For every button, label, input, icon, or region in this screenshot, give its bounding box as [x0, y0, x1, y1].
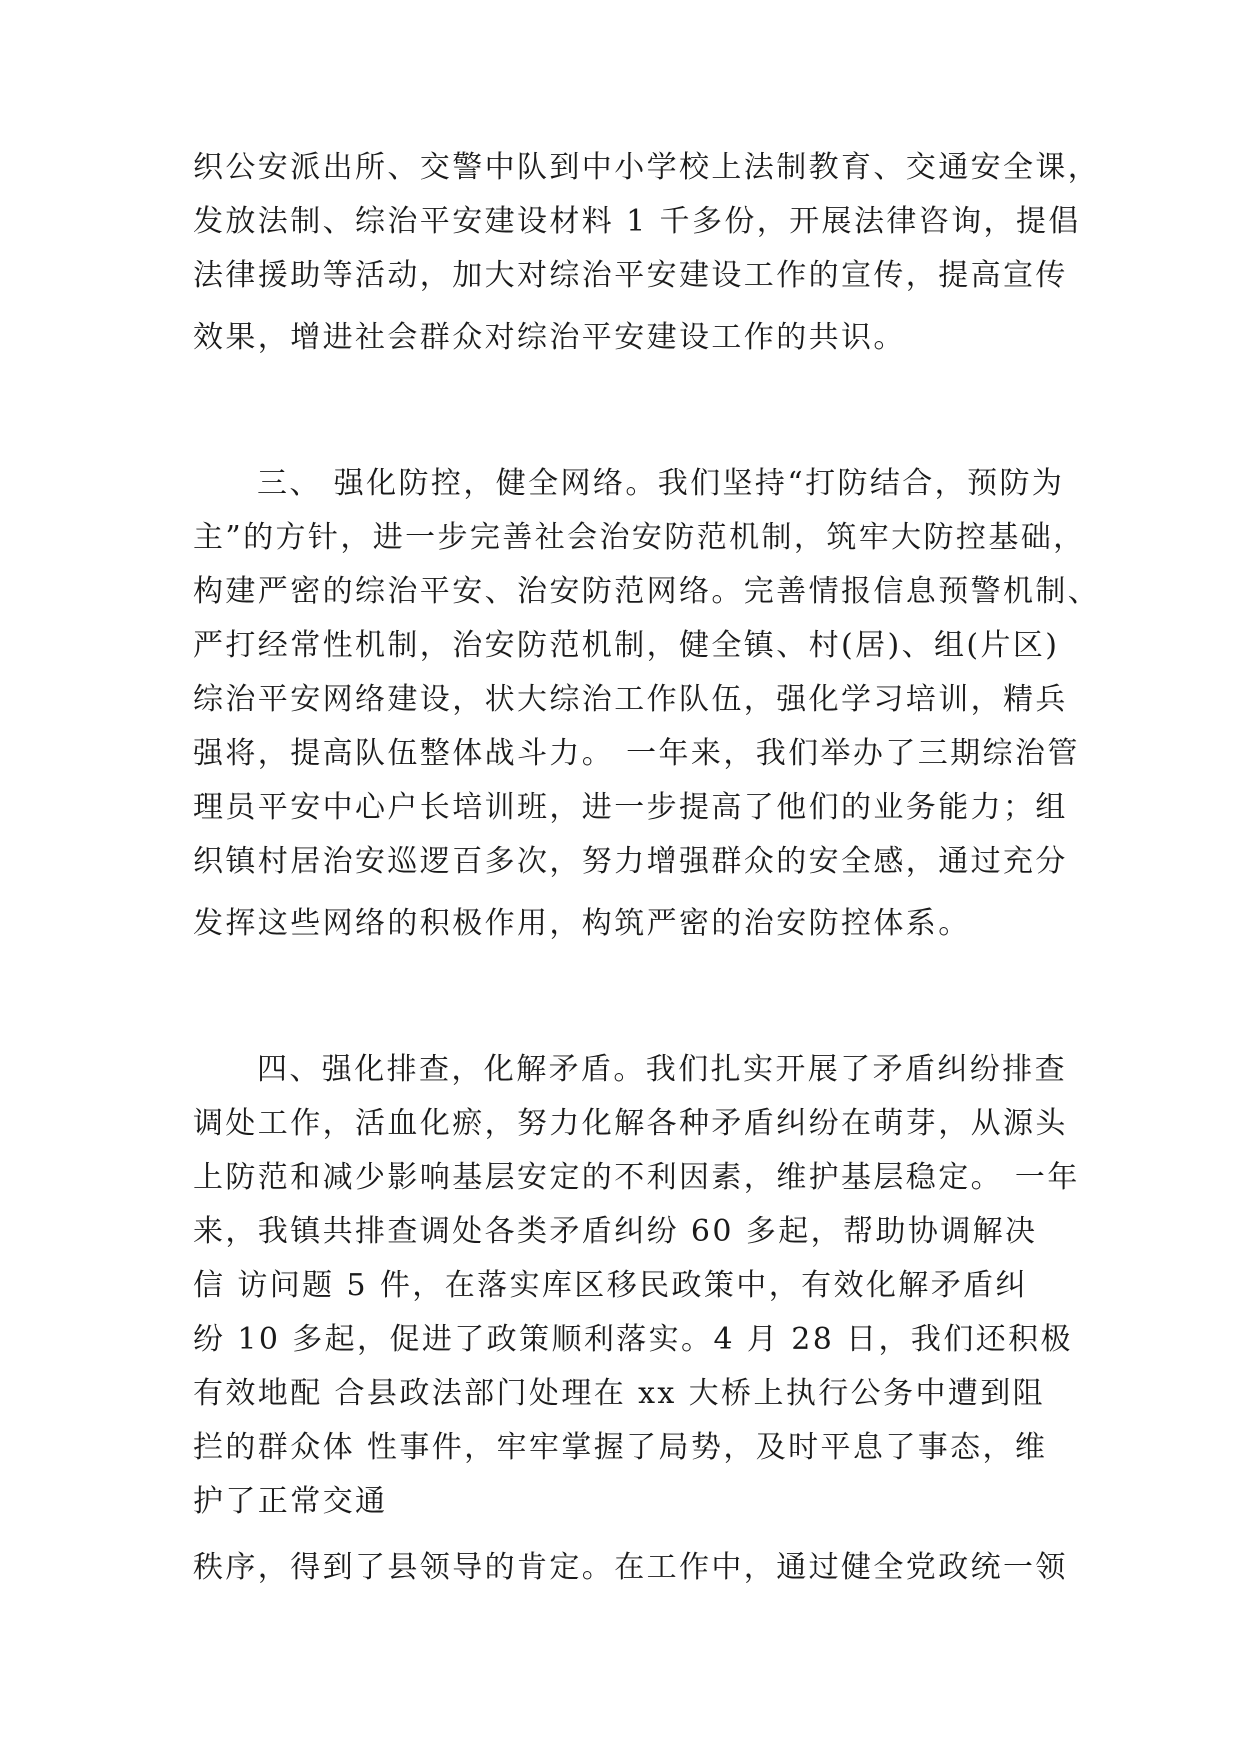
paragraph-line: 来，我镇共排查调处各类矛盾纠纷 60 多起，帮助协调解决 — [193, 1214, 1038, 1249]
paragraph-line: 织镇村居治安巡逻百多次，努力增强群众的安全感，通过充分 — [193, 844, 1068, 879]
paragraph-line: 强将，提高队伍整体战斗力。 一年来，我们举办了三期综治管 — [193, 736, 1080, 771]
paragraph-line: 发挥这些网络的积极作用，构筑严密的治安防控体系。 — [193, 906, 971, 941]
paragraph-line: 发放法制、综治平安建设材料 1 千多份，开展法律咨询，提倡 — [193, 204, 1081, 239]
paragraph-line: 纷 10 多起，促进了政策顺利落实。4 月 28 日，我们还积极 — [193, 1322, 1073, 1357]
paragraph-line: 法律援助等活动，加大对综治平安建设工作的宣传，提高宣传 — [193, 258, 1068, 293]
paragraph-line: 拦的群众体 性事件，牢牢掌握了局势，及时平息了事态，维 — [193, 1430, 1048, 1465]
paragraph-line: 效果，增进社会群众对综治平安建设工作的共识。 — [193, 320, 906, 355]
paragraph-line: 综治平安网络建设，状大综治工作队伍，强化学习培训，精兵 — [193, 682, 1068, 717]
section-four-heading-line: 四、强化排查，化解矛盾。我们扎实开展了矛盾纠纷排查 — [257, 1052, 1067, 1087]
paragraph-line: 织公安派出所、交警中队到中小学校上法制教育、交通安全课， — [193, 150, 1101, 185]
paragraph-line: 构建严密的综治平安、治安防范网络。完善情报信息预警机制、 — [193, 574, 1101, 609]
paragraph-line: 护了正常交通 — [193, 1484, 388, 1519]
section-three-heading-line: 三、 强化防控，健全网络。我们坚持“打防结合，预防为 — [257, 466, 1065, 501]
paragraph-line: 上防范和减少影响基层安定的不利因素，维护基层稳定。 一年 — [193, 1160, 1080, 1195]
paragraph-line: 信 访问题 5 件，在落实库区移民政策中，有效化解矛盾纠 — [193, 1268, 1028, 1303]
paragraph-line: 主”的方针，进一步完善社会治安防范机制，筑牢大防控基础， — [193, 520, 1086, 555]
paragraph-line: 理员平安中心户长培训班，进一步提高了他们的业务能力；组 — [193, 790, 1068, 825]
paragraph-line: 调处工作，活血化瘀，努力化解各种矛盾纠纷在萌芽，从源头 — [193, 1106, 1068, 1141]
paragraph-line: 严打经常性机制，治安防范机制，健全镇、村(居)、组(片区) — [193, 628, 1060, 663]
paragraph-line: 秩序，得到了县领导的肯定。在工作中，通过健全党政统一领 — [193, 1550, 1068, 1585]
paragraph-line: 有效地配 合县政法部门处理在 xx 大桥上执行公务中遭到阻 — [193, 1376, 1046, 1411]
